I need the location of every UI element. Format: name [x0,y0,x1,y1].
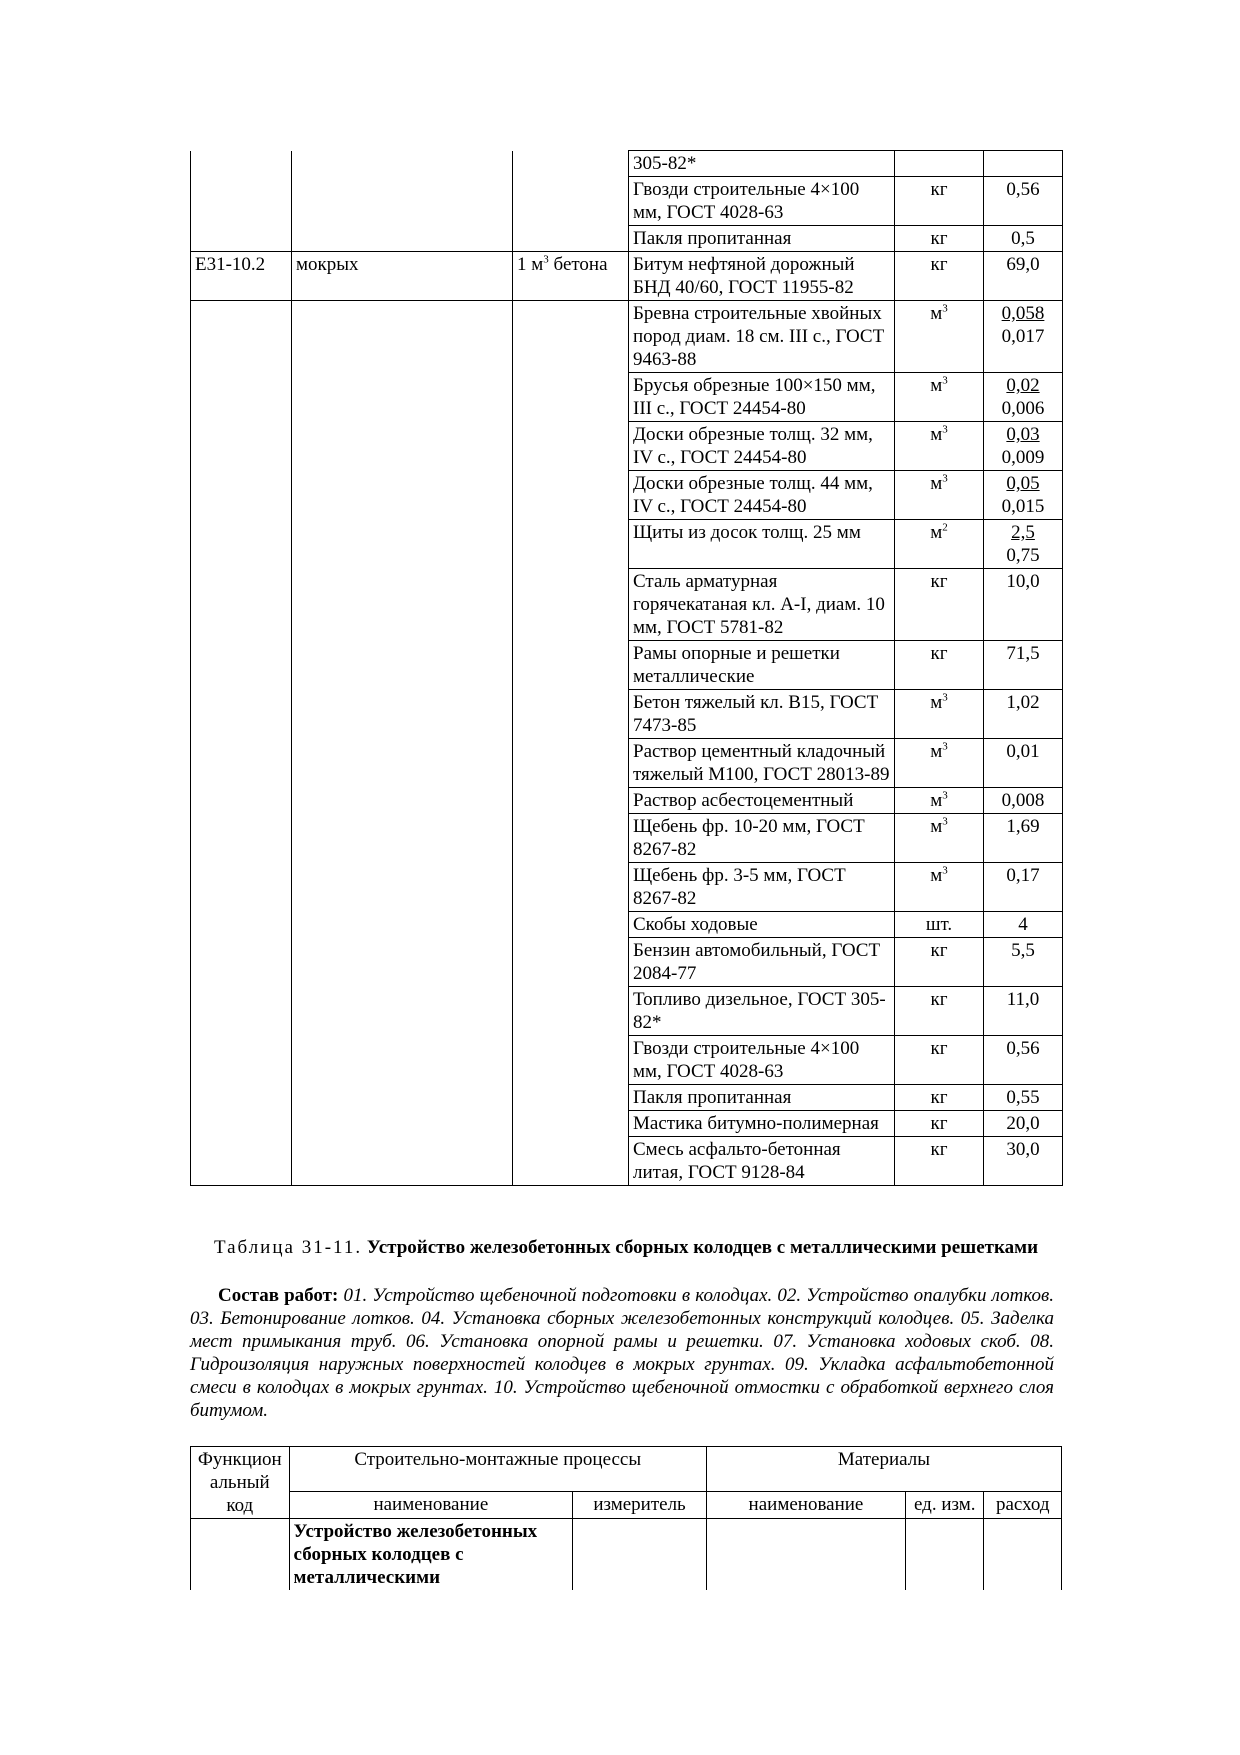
cell-unit [895,641,984,690]
cell-meter [513,987,629,1036]
cell-material-name: Сталь арматурная горячекатаная кл. A-I, диам. 10 мм, ГОСТ 5781-82 [629,569,895,641]
unit-text: кг [930,643,948,664]
cell-meter [513,814,629,863]
cell-material-name: Смесь асфальто-бетонная литая, ГОСТ 9128-84 [629,1137,895,1186]
cell-material-name: Пакля пропитанная [629,226,895,252]
cell-meter [513,373,629,422]
cell-unit [895,1036,984,1085]
cell-unit [895,938,984,987]
header-meter: измеритель [573,1492,707,1519]
cell-code [191,1036,292,1085]
cell-process-name [292,863,513,912]
cell-amount [984,1137,1063,1186]
cell-unit [895,690,984,739]
table-row [191,814,1063,863]
cell-meter [513,226,629,252]
unit-exponent: 3 [942,789,948,802]
amount-value: 20,0 [1006,1113,1040,1134]
cell-code [191,569,292,641]
cell-process-name [292,226,513,252]
amount-value-secondary: 0,015 [1001,496,1045,517]
table-row [191,938,1063,987]
cell-process-name [292,814,513,863]
cell-code [191,912,292,938]
works-label: Состав работ: [218,1285,339,1306]
cell-amount [984,912,1063,938]
cell-unit [906,1519,984,1591]
unit-text: кг [930,1087,948,1108]
unit-text: м [930,303,943,324]
cell-material-name: Щебень фр. 3-5 мм, ГОСТ 8267-82 [629,863,895,912]
amount-value: 0,02 [1006,375,1040,396]
cell-meter [513,1085,629,1111]
cell-amount [984,301,1063,373]
table-row [191,912,1063,938]
cell-amount [984,471,1063,520]
cell-material-name: Мастика битумно-полимерная [629,1111,895,1137]
table-caption [190,1236,1062,1260]
cell-code [191,938,292,987]
unit-exponent: 3 [942,374,948,387]
cell-material-name: Щиты из досок толщ. 25 мм [629,520,895,569]
unit-text: кг [930,940,948,961]
amount-value-secondary: 0,017 [1001,326,1045,347]
amount-value: 0,01 [1006,741,1040,762]
cell-unit [895,739,984,788]
unit-text: кг [930,254,948,275]
unit-text: шт. [925,914,953,935]
cell-amount [984,938,1063,987]
table-row [191,1085,1063,1111]
cell-material-name: Бензин автомобильный, ГОСТ 2084-77 [629,938,895,987]
cell-process-name [292,301,513,373]
table-row [191,1519,1062,1591]
cell-amount [984,520,1063,569]
table-row [191,788,1063,814]
cell-code [191,987,292,1036]
header-material-name: наименование [706,1492,905,1519]
table-row [191,1036,1063,1085]
cell-material-name: Раствор асбестоцементный [629,788,895,814]
cell-meter [513,301,629,373]
cell-code [191,471,292,520]
cell-process-name [292,471,513,520]
cell-amount [984,1111,1063,1137]
cell-amount [984,690,1063,739]
caption-prefix: Таблица 31-11. [213,1237,363,1258]
table-row [191,987,1063,1036]
meter-tail: бетона [548,254,608,275]
amount-value: 10,0 [1006,571,1040,592]
cell-meter [513,569,629,641]
cell-unit [895,252,984,301]
cell-unit [895,422,984,471]
cell-unit [895,471,984,520]
cell-amount [984,739,1063,788]
amount-value: 0,17 [1006,865,1040,886]
cell-meter [513,641,629,690]
cell-meter [513,520,629,569]
cell-process-name [292,1111,513,1137]
amount-value: 11,0 [1006,989,1040,1010]
cell-unit [895,1085,984,1111]
materials-table-continued [190,150,1063,1186]
cell-process-name [292,1137,513,1186]
cell-unit [895,788,984,814]
amount-value: 0,56 [1006,1038,1040,1059]
works-text: 01. Устройство щебеночной подготовки в колодцах. 02. Устройство опалубки лотков. 03. Бетонирование лотков. 04. Установка сборных железобетонных конструкций колодцев. 05. Заделка мест примыкания труб. 06. Установка опорной рамы и решетки. 07. Установка ходовых скоб. 08. Гидроизоляция наружных поверхностей колодцев в мокрых грунтах. 09. Укладка асфальтобетонной смеси в колодцах в мокрых грунтах. 10. Устройство щебеночной отмостки с обработкой верхнего слоя битумом. [190,1285,1054,1421]
table-row [191,569,1063,641]
cell-material-name: Бревна строительные хвойных пород диам. 18 см. III с., ГОСТ 9463-88 [629,301,895,373]
amount-value: 0,05 [1006,473,1040,494]
cell-process-name [292,1036,513,1085]
cell-material-name [706,1519,905,1591]
meter-exponent: 3 [543,253,549,266]
amount-value: 5,5 [1011,940,1035,961]
cell-code [191,641,292,690]
cell-amount [984,641,1063,690]
cell-process-name [292,912,513,938]
cell-amount [984,422,1063,471]
cell-code [191,788,292,814]
cell-process-name [292,739,513,788]
cell-meter [513,739,629,788]
unit-exponent: 3 [942,691,948,704]
cell-process-name [292,422,513,471]
table-row [191,151,1063,177]
cell-code [191,814,292,863]
unit-text: кг [930,989,948,1010]
cell-code [191,1085,292,1111]
cell-meter [513,252,629,301]
cell-process-name [292,987,513,1036]
unit-text: кг [930,228,948,249]
amount-value: 69,0 [1006,254,1040,275]
unit-text: м [930,741,943,762]
amount-value: 1,02 [1006,692,1040,713]
table-row [191,301,1063,373]
cell-process-name [292,641,513,690]
cell-material-name: Топливо дизельное, ГОСТ 305-82* [629,987,895,1036]
amount-value: 0,008 [1001,790,1045,811]
cell-code [191,1137,292,1186]
cell-process-name [292,788,513,814]
cell-code [191,226,292,252]
header-code: Функцион альный код [191,1447,290,1519]
cell-code [191,1519,290,1591]
table-row [191,1137,1063,1186]
cell-meter [513,690,629,739]
cell-meter [513,1036,629,1085]
unit-exponent: 2 [942,521,948,534]
cell-process-name [292,569,513,641]
cell-material-name: Битум нефтяной дорожный БНД 40/60, ГОСТ 11955-82 [629,252,895,301]
table-row [191,252,1063,301]
cell-amount [984,987,1063,1036]
unit-exponent: 3 [942,472,948,485]
works-composition [190,1284,1054,1422]
cell-material-name: Гвозди строительные 4×100 мм, ГОСТ 4028-63 [629,177,895,226]
header-processes: Строительно-монтажные процессы [289,1447,706,1492]
amount-value: 71,5 [1006,643,1040,664]
table-row [191,641,1063,690]
cell-code [191,863,292,912]
cell-meter [513,863,629,912]
processes-table [190,1446,1062,1590]
unit-exponent: 3 [942,423,948,436]
header-row-2 [191,1492,1062,1519]
unit-text: м [930,473,943,494]
cell-process-name [292,177,513,226]
unit-text: м [930,522,943,543]
cell-material-name: Брусья обрезные 100×150 мм, III с., ГОСТ 24454-80 [629,373,895,422]
unit-text: кг [930,1038,948,1059]
cell-amount [984,1036,1063,1085]
cell-process-name [292,373,513,422]
cell-amount [984,788,1063,814]
unit-text: м [930,816,943,837]
amount-value: 0,5 [1011,228,1035,249]
amount-value: 4 [1018,914,1028,935]
unit-text: кг [930,179,948,200]
cell-meter [513,938,629,987]
cell-meter [513,177,629,226]
caption-title: Устройство железобетонных сборных колодцев с металлическими решетками [366,1237,1039,1258]
cell-meter [513,788,629,814]
cell-meter [513,471,629,520]
cell-process-name [292,690,513,739]
cell-code [191,1111,292,1137]
cell-process-name [292,1085,513,1111]
unit-exponent: 3 [942,740,948,753]
unit-text: м [930,790,943,811]
amount-value-secondary: 0,006 [1001,398,1045,419]
table-row [191,1111,1063,1137]
amount-value: 2,5 [1011,522,1035,543]
cell-code [191,422,292,471]
cell-material-name: Раствор цементный кладочный тяжелый М100, ГОСТ 28013-89 [629,739,895,788]
cell-material-name: Пакля пропитанная [629,1085,895,1111]
cell-process-name [292,938,513,987]
cell-meter [513,1111,629,1137]
cell-material-name: Щебень фр. 10-20 мм, ГОСТ 8267-82 [629,814,895,863]
cell-meter [513,422,629,471]
cell-unit [895,1111,984,1137]
unit-text: м [930,424,943,445]
cell-unit [895,569,984,641]
table-row [191,422,1063,471]
cell-amount [984,1085,1063,1111]
cell-unit [895,1137,984,1186]
cell-material-name: 305-82* [629,151,895,177]
cell-process-name: мокрых [292,252,513,301]
unit-exponent: 3 [942,302,948,315]
amount-value: 0,55 [1006,1087,1040,1108]
cell-unit [895,912,984,938]
cell-amount [984,177,1063,226]
cell-amount [984,373,1063,422]
cell-unit [895,520,984,569]
header-amount: расход [984,1492,1062,1519]
cell-amount [984,252,1063,301]
amount-value: 0,56 [1006,179,1040,200]
cell-unit [895,987,984,1036]
amount-value: 1,69 [1006,816,1040,837]
cell-amount [984,151,1063,177]
unit-text: кг [930,571,948,592]
unit-exponent: 3 [942,815,948,828]
cell-meter [513,151,629,177]
cell-material-name: Доски обрезные толщ. 44 мм, IV с., ГОСТ 24454-80 [629,471,895,520]
cell-meter [513,1137,629,1186]
cell-amount [984,863,1063,912]
cell-process-name [292,151,513,177]
unit-text: м [930,865,943,886]
header-materials: Материалы [706,1447,1061,1492]
table-row [191,863,1063,912]
cell-amount [984,814,1063,863]
cell-unit [895,301,984,373]
unit-text: кг [930,1139,948,1160]
amount-value-secondary: 0,009 [1001,447,1045,468]
table-row [191,690,1063,739]
table-row [191,373,1063,422]
cell-unit [895,226,984,252]
unit-text: кг [930,1113,948,1134]
unit-text: м [930,692,943,713]
cell-meter [573,1519,707,1591]
cell-process-name: Устройство железобетонных сборных колодцев с металлическими [289,1519,573,1591]
cell-material-name: Доски обрезные толщ. 32 мм, IV с., ГОСТ 24454-80 [629,422,895,471]
cell-material-name: Скобы ходовые [629,912,895,938]
table-row [191,739,1063,788]
amount-value-secondary: 0,75 [1006,545,1040,566]
meter-text: 1 м [517,254,544,275]
cell-process-name [292,520,513,569]
cell-code [191,301,292,373]
cell-material-name: Бетон тяжелый кл. В15, ГОСТ 7473-85 [629,690,895,739]
cell-code [191,520,292,569]
cell-unit [895,177,984,226]
header-unit: ед. изм. [906,1492,984,1519]
cell-unit [895,863,984,912]
cell-code [191,690,292,739]
cell-unit [895,151,984,177]
cell-code [191,151,292,177]
table-row [191,226,1063,252]
cell-amount [984,1519,1062,1591]
unit-text: м [930,375,943,396]
cell-code [191,373,292,422]
header-process-name: наименование [289,1492,573,1519]
cell-code: Е31-10.2 [191,252,292,301]
table-row [191,177,1063,226]
cell-unit [895,373,984,422]
cell-material-name: Гвозди строительные 4×100 мм, ГОСТ 4028-63 [629,1036,895,1085]
cell-unit [895,814,984,863]
unit-exponent: 3 [942,864,948,877]
cell-amount [984,226,1063,252]
cell-meter [513,912,629,938]
table-row [191,471,1063,520]
amount-value: 0,058 [1001,303,1045,324]
header-row-1 [191,1447,1062,1492]
cell-amount [984,569,1063,641]
table-row [191,520,1063,569]
cell-code [191,177,292,226]
cell-code [191,739,292,788]
amount-value: 0,03 [1006,424,1040,445]
cell-material-name: Рамы опорные и решетки металлические [629,641,895,690]
amount-value: 30,0 [1006,1139,1040,1160]
